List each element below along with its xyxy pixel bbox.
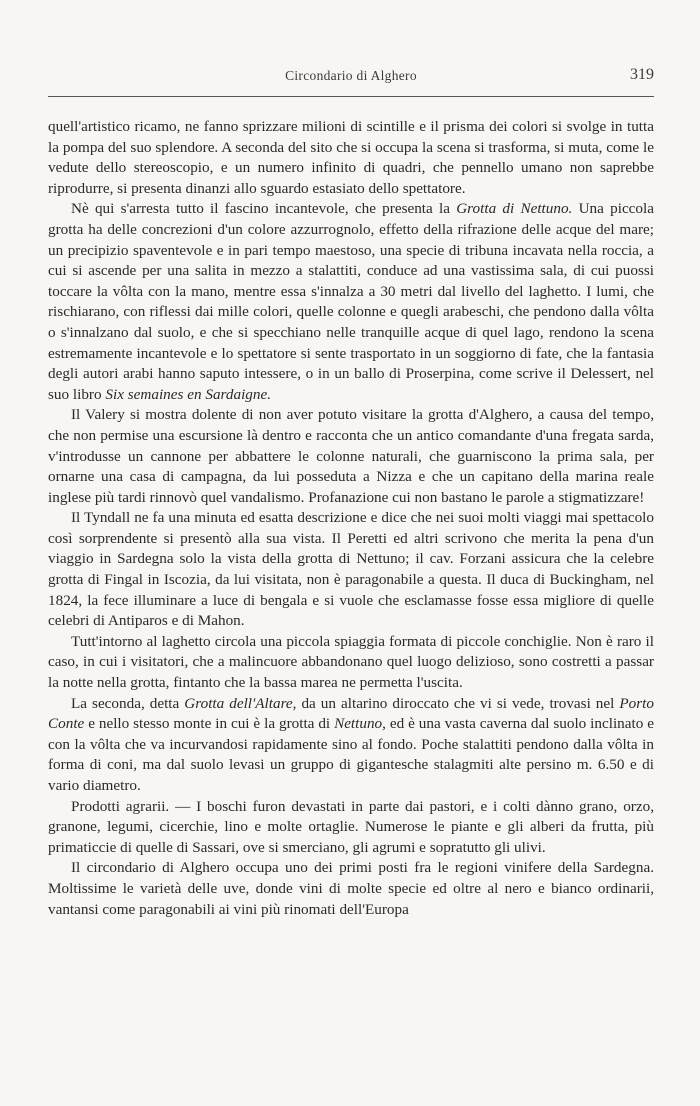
header-rule <box>48 96 654 97</box>
text-run: Prodotti agrarii. — I boschi furon devastati in parte dai pastori, e i colti dànno grano, orzo, granone, legumi, cicerchie, lino e molte ortaglie. Numerose le piante e gli alberi da frutta, più primaticcie di quelle di Sassari, ove si smerciano, gli agrumi e sopratutto gli ulivi. <box>48 797 654 856</box>
text-run: La seconda, detta <box>71 694 185 712</box>
text-run: e nello stesso monte in cui è la grotta di <box>84 715 335 733</box>
text-run: quell'artistico ricamo, ne fanno sprizzare milioni di scintille e il prisma dei colori si svolge in tutta la pompa del suo splendore. A seconda del sito che si occupa la scena si trasforma, si muta, come le vedute dello stereoscopio, e un numero infinito di quadri, che pennello umano non saprebbe riprodurre, si presenta dinanzi allo sguardo estasiato dello spettatore. <box>48 118 654 197</box>
text-run: Il circondario di Alghero occupa uno dei primi posti fra le regioni vinifere della Sardegna. Moltissime le varietà delle uve, donde vini di molte specie ed oltre al nero e bianco ordinarii, vantansi come paragonabili ai vini più rinomati dell'Europa <box>48 859 654 918</box>
text-run: , da un altarino diroccato che vi si vede, trovasi nel <box>292 694 620 712</box>
italic-run: Six semaines en Sardaigne. <box>105 385 272 403</box>
italic-run: Grotta dell'Altare <box>184 694 293 712</box>
running-title: Circondario di Alghero <box>285 68 417 83</box>
paragraph <box>48 632 654 694</box>
text-run: Tutt'intorno al laghetto circola una piccola spiaggia formata di piccole conchiglie. Non è raro il caso, in cui i visitatori, che a malincuore abbandonano quel luogo delizioso, sono costretti a passar la notte nella grotta, fintanto che la bassa marea ne permetta l'uscita. <box>48 632 654 692</box>
paragraph <box>48 858 654 920</box>
running-header <box>48 64 654 90</box>
page-number: 319 <box>630 66 654 83</box>
paragraph <box>48 117 654 199</box>
italic-run: Porto Conte <box>48 694 654 733</box>
text-run: , ed è una vasta caverna dal suolo inclinato e con la vôlta che va incurvandosi rapidamente sino al fondo. Poche stalattiti pendono dalla vôlta in forma di coni, ma dal suolo levasi un gruppo di gigantesche stalagmiti alte persino m. 6.50 e di vario diametro. <box>48 715 654 794</box>
text-run: Il Valery si mostra dolente di non aver potuto visitare la grotta d'Alghero, a causa del tempo, che non permise una escursione là dentro e racconta che un antico comandante d'una fregata sarda, v'introdusse un cannone per abbattere le colonne naturali, che guarniscono la prima sala, per ornarne una casa di campagna, da lui posseduta a Nizza e che un capitano della marina reale inglese più tardi rinnovò quel vandalismo. Profanazione cui non bastano le parole a stigmatizzare! <box>48 406 654 506</box>
text-run: Una piccola grotta ha delle concrezioni d'un colore azzurrognolo, effetto della rifrazione delle acque del mare; un precipizio spaventevole e in pari tempo maestoso, una specie di tribuna incavata nella roccia, a cui si ascende per una salita in mezzo a stalattiti, conduce ad una vastissima sala, di cui puossi toccare la vôlta con la mano, mentre essa s'innalza a 30 metri dal livello del laghetto. I lumi, che rischiarano, con riflessi dai mille colori, quelle colonne e quegli arabeschi, che pendono dalla vôlta o s'innalzano dal suolo, e che si specchiano nelle tranquille acque di quel lago, rendono la scena estremamente incantevole e lo spettatore si sente trasportato in un soggiorno di fate, che la fantasia degli autori arabi hanno saputo intessere, o in un ballo di Proserpina, come scrive il Delessert, nel suo libro <box>48 200 654 403</box>
paragraph <box>48 797 654 859</box>
paragraph <box>48 694 654 797</box>
text-run: Il Tyndall ne fa una minuta ed esatta descrizione e dice che nei suoi molti viaggi mai spettacolo così sorprendente si presentò alla sua vista. Il Peretti ed altri scrivono che merita la pena d'un viaggio in Sardegna solo la vista della grotta di Nettuno; il cav. Forzani assicura che la celebre grotta di Fingal in Iscozia, da lui visitata, non è paragonabile a questa. Il duca di Buckingham, nel 1824, la fece illuminare a luce di bengala e si vuole che esclamasse fosse essa migliore di quelle celebri di Antiparos e di Mahon. <box>48 509 654 630</box>
paragraph <box>48 405 654 508</box>
paragraph <box>48 508 654 632</box>
body-text <box>48 117 654 920</box>
italic-run: Nettuno <box>334 715 383 733</box>
paragraph <box>48 199 654 405</box>
italic-run: Grotta di Nettuno. <box>456 200 573 218</box>
text-run: Nè qui s'arresta tutto il fascino incantevole, che presenta la <box>71 200 457 218</box>
